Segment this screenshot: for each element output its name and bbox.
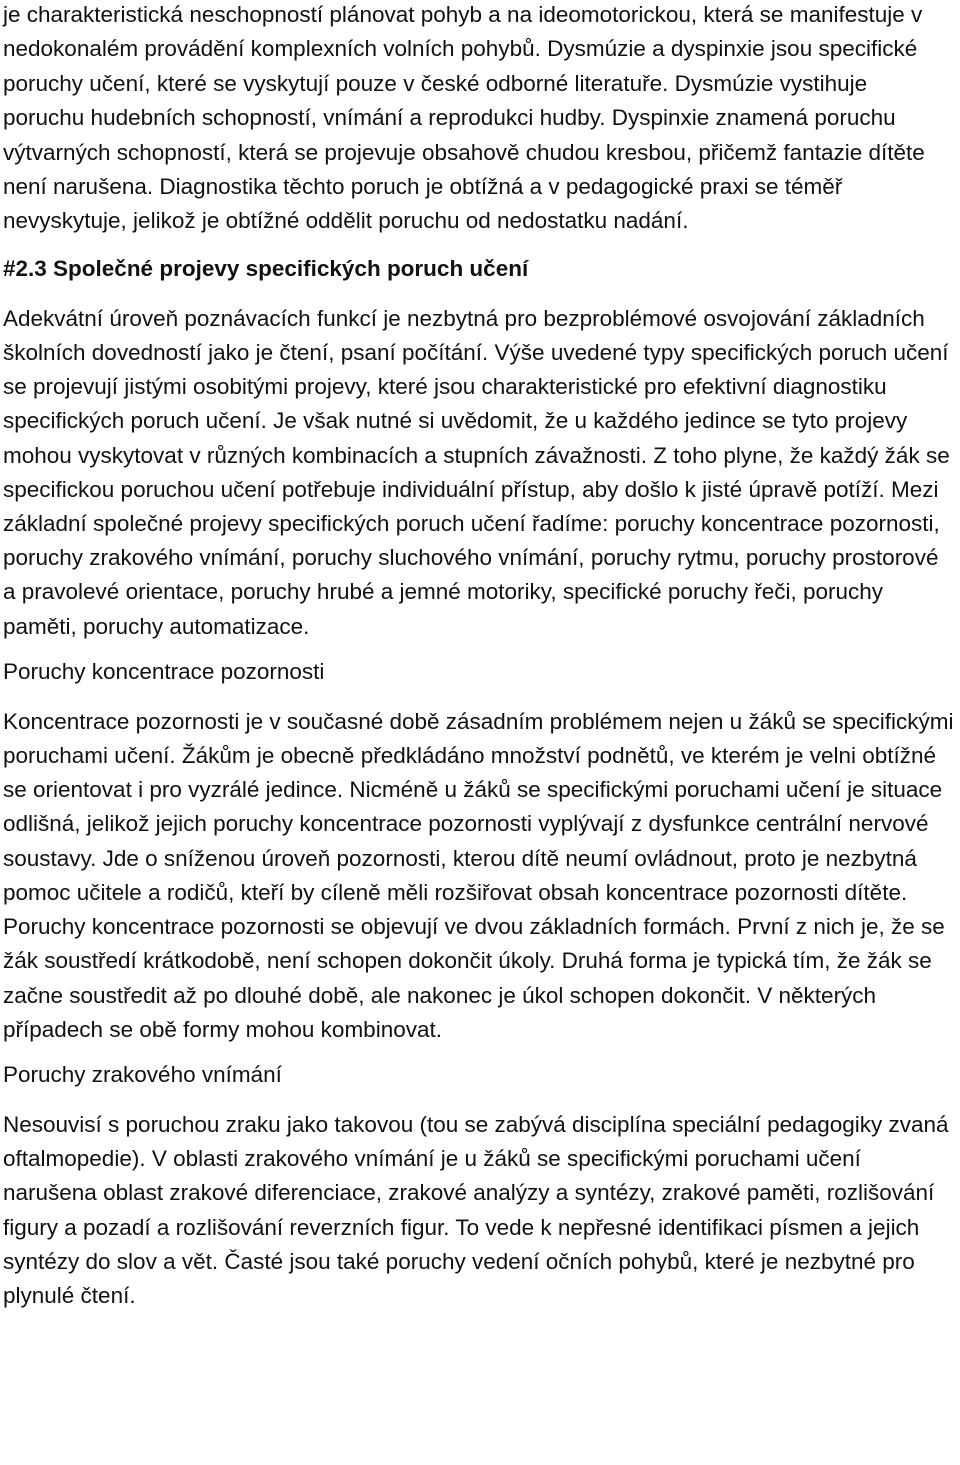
paragraph-visual-perception: Nesouvisí s poruchou zraku jako takovou (tou se zabývá disciplína speciální pedagogiky zvaná oftalmopedie). V oblasti zrakového vnímání je u žáků se specifickými poruchami učení narušena oblast zrakové diferenciace, zrakové analýzy a syntézy, zrakové paměti, rozlišování figury a pozadí a rozlišování reverzních figur. To vede k nepřesné identifikaci písmen a jejich syntézy do slov a vět. Časté jsou také poruchy vedení očních pohybů, které je nezbytné pro plynulé čtení. (3, 1111, 949, 1308)
paragraph-attention: Koncentrace pozornosti je v současné době zásadním problémem nejen u žáků se specifickými poruchami učení. Žákům je obecně předkládáno množství podnětů, ve kterém je velni obtížné se orientovat i pro vyzrálé jedince. Nicméně u žáků se specifickými poruchami učení je situace odlišná, jelikož jejich poruchy koncentrace pozornosti vyplývají z dysfunkce centrální nervové soustavy. Jde o sníženou úroveň pozornosti, kterou dítě neumí ovládnout, proto je nezbytná pomoc učitele a rodičů, kteří by cíleně měli rozšiřovat obsah koncentrace pozornosti dítěte. Poruchy koncentrace pozornosti se objevují ve dvou základních formách. První z nich je, že se žák soustředí krátkodobě, není schopen dokončit úkoly. Druhá forma je typická tím, že žák se začne soustředit až po dlouhé době, ale nakonec je úkol schopen dokončit. V některých případech se obě formy mohou kombinovat. (3, 708, 954, 1042)
section-heading: #2.3 Společné projevy specifických poruch učení (3, 255, 529, 281)
subheading-visual-perception: Poruchy zrakového vnímání (3, 1061, 282, 1087)
paragraph-intro: je charakteristická neschopností plánovat pohyb a na ideomotorickou, která se manifestuje v nedokonalém provádění komplexních volních pohybů. Dysmúzie a dyspinxie jsou specifické poruchy učení, které se vyskytují pouze v české odborné literatuře. Dysmúzie vystihuje poruchu hudebních schopností, vnímání a reprodukci hudby. Dyspinxie znamená poruchu výtvarných schopností, která se projevuje obsahově chudou kresbou, přičemž fantazie dítěte není narušena. Diagnostika těchto poruch je obtížná a v pedagogické praxi se téměř nevyskytuje, jelikož je obtížné oddělit poruchu od nedostatku nadání. (3, 2, 925, 234)
paragraph-common-symptoms: Adekvátní úroveň poznávacích funkcí je nezbytná pro bezproblémové osvojování základních školních dovedností jako je čtení, psaní počítání. Výše uvedené typy specifických poruch učení se projevují jistými osobitými projevy, které jsou charakteristické pro efektivní diagnostiku specifických poruch učení. Je však nutné si uvědomit, že u každého jedince se tyto projevy mohou vyskytovat v různých kombinacích a stupních závažnosti. Z toho plyne, že každý žák se specifickou poruchou učení potřebuje individuální přístup, aby došlo k jisté úpravě potíží. Mezi základní společné projevy specifických poruch učení řadíme: poruchy koncentrace pozornosti, poruchy zrakového vnímání, poruchy sluchového vnímání, poruchy rytmu, poruchy prostorové a pravolevé orientace, poruchy hrubé a jemné motoriky, specifické poruchy řeči, poruchy paměti, poruchy automatizace. (3, 305, 950, 639)
subheading-attention: Poruchy koncentrace pozornosti (3, 658, 325, 684)
